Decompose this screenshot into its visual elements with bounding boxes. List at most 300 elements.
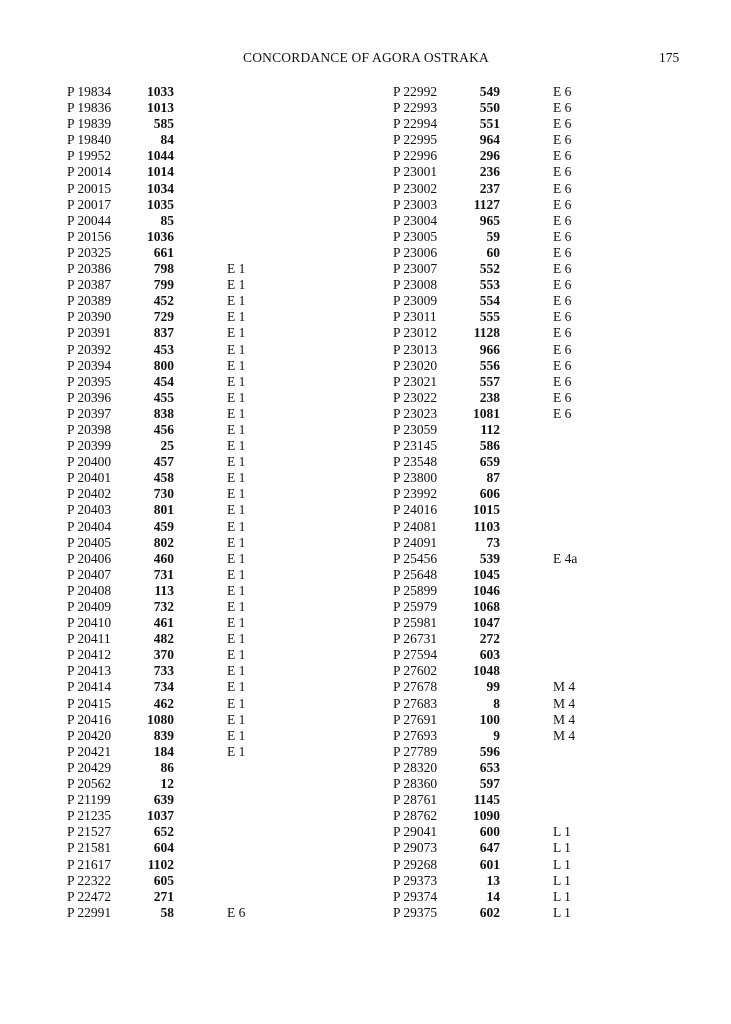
- catalogue-number: 1015: [473, 502, 500, 518]
- concordance-row: [393, 776, 653, 792]
- deposit-label: E 6: [553, 341, 572, 357]
- deposit-label: E 6: [553, 325, 572, 341]
- inventory-number: P 26731: [393, 631, 438, 647]
- inventory-number: P 24081: [393, 518, 438, 534]
- inventory-number: P 20416: [67, 711, 112, 727]
- catalogue-number: 1103: [473, 518, 500, 534]
- concordance-row: [67, 438, 327, 454]
- catalogue-number: 454: [153, 373, 174, 389]
- concordance-row: [393, 712, 653, 728]
- inventory-number: P 22322: [67, 872, 112, 888]
- concordance-row: [393, 229, 653, 245]
- inventory-number: P 20044: [67, 212, 112, 228]
- catalogue-number: 661: [153, 244, 174, 260]
- concordance-row: [67, 293, 327, 309]
- concordance-row: [67, 519, 327, 535]
- inventory-number: P 20405: [67, 534, 112, 550]
- concordance-row: [393, 615, 653, 631]
- catalogue-number: 272: [479, 631, 500, 647]
- concordance-row: [393, 325, 653, 341]
- catalogue-number: 602: [479, 904, 500, 920]
- inventory-number: P 21199: [67, 792, 111, 808]
- concordance-row: [393, 390, 653, 406]
- concordance-row: [393, 213, 653, 229]
- inventory-number: P 28320: [393, 759, 438, 775]
- right-concordance-column: [393, 84, 653, 921]
- inventory-number: P 27789: [393, 743, 438, 759]
- catalogue-number: 271: [153, 888, 174, 904]
- concordance-row: [67, 181, 327, 197]
- concordance-row: [393, 116, 653, 132]
- deposit-label: E 1: [227, 518, 246, 534]
- inventory-number: P 20413: [67, 663, 112, 679]
- deposit-label: L 1: [553, 824, 571, 840]
- deposit-label: L 1: [553, 904, 571, 920]
- deposit-label: E 1: [227, 727, 246, 743]
- concordance-row: [67, 390, 327, 406]
- concordance-row: [393, 889, 653, 905]
- deposit-label: E 1: [227, 743, 246, 759]
- inventory-number: P 22993: [393, 100, 438, 116]
- catalogue-number: 1081: [473, 405, 500, 421]
- inventory-number: P 20391: [67, 325, 112, 341]
- catalogue-number: 73: [486, 534, 500, 550]
- deposit-label: M 4: [553, 727, 576, 743]
- inventory-number: P 25648: [393, 566, 438, 582]
- deposit-label: E 6: [553, 148, 572, 164]
- catalogue-number: 1046: [473, 582, 500, 598]
- deposit-label: E 1: [227, 711, 246, 727]
- concordance-row: [67, 342, 327, 358]
- inventory-number: P 22992: [393, 84, 438, 99]
- catalogue-number: 647: [479, 840, 500, 856]
- concordance-row: [393, 567, 653, 583]
- concordance-row: [67, 116, 327, 132]
- concordance-row: [67, 776, 327, 792]
- concordance-row: [393, 293, 653, 309]
- deposit-label: E 1: [227, 582, 246, 598]
- concordance-row: [67, 502, 327, 518]
- catalogue-number: 553: [479, 277, 500, 293]
- inventory-number: P 19952: [67, 148, 112, 164]
- concordance-row: [393, 760, 653, 776]
- concordance-row: [67, 889, 327, 905]
- inventory-number: P 20389: [67, 293, 112, 309]
- inventory-number: P 23022: [393, 389, 438, 405]
- concordance-row: [67, 148, 327, 164]
- concordance-row: [67, 277, 327, 293]
- concordance-row: [67, 696, 327, 712]
- catalogue-number: 238: [479, 389, 500, 405]
- catalogue-number: 603: [479, 647, 500, 663]
- inventory-number: P 28762: [393, 808, 438, 824]
- deposit-label: E 1: [227, 309, 246, 325]
- concordance-row: [393, 519, 653, 535]
- deposit-label: E 1: [227, 502, 246, 518]
- catalogue-number: 552: [479, 261, 500, 277]
- catalogue-number: 25: [160, 438, 174, 454]
- concordance-row: [67, 551, 327, 567]
- catalogue-number: 555: [479, 309, 500, 325]
- concordance-row: [393, 245, 653, 261]
- concordance-row: [393, 744, 653, 760]
- catalogue-number: 606: [479, 486, 500, 502]
- concordance-row: [67, 454, 327, 470]
- catalogue-number: 653: [479, 759, 500, 775]
- catalogue-number: 296: [479, 148, 500, 164]
- concordance-row: [393, 631, 653, 647]
- catalogue-number: 1044: [147, 148, 174, 164]
- concordance-row: [67, 905, 327, 921]
- deposit-label: E 1: [227, 550, 246, 566]
- concordance-row: [67, 132, 327, 148]
- catalogue-number: 596: [479, 743, 500, 759]
- inventory-number: P 20429: [67, 759, 112, 775]
- inventory-number: P 21527: [67, 824, 112, 840]
- inventory-number: P 23023: [393, 405, 438, 421]
- catalogue-number: 966: [479, 341, 500, 357]
- catalogue-number: 798: [153, 261, 174, 277]
- catalogue-number: 1128: [473, 325, 500, 341]
- concordance-row: [393, 647, 653, 663]
- concordance-row: [393, 792, 653, 808]
- inventory-number: P 28761: [393, 792, 438, 808]
- inventory-number: P 20421: [67, 743, 112, 759]
- inventory-number: P 27683: [393, 695, 438, 711]
- inventory-number: P 20325: [67, 244, 112, 260]
- catalogue-number: 456: [153, 421, 174, 437]
- inventory-number: P 29268: [393, 856, 438, 872]
- concordance-row: [67, 712, 327, 728]
- concordance-row: [67, 309, 327, 325]
- concordance-row: [393, 84, 653, 100]
- catalogue-number: 1045: [473, 566, 500, 582]
- deposit-label: E 1: [227, 421, 246, 437]
- inventory-number: P 20420: [67, 727, 112, 743]
- deposit-label: E 6: [553, 164, 572, 180]
- inventory-number: P 29073: [393, 840, 438, 856]
- inventory-number: P 20387: [67, 277, 112, 293]
- deposit-label: E 6: [553, 389, 572, 405]
- catalogue-number: 734: [153, 679, 174, 695]
- catalogue-number: 1080: [147, 711, 174, 727]
- catalogue-number: 370: [153, 647, 174, 663]
- deposit-label: E 1: [227, 695, 246, 711]
- catalogue-number: 1036: [147, 228, 174, 244]
- deposit-label: E 1: [227, 454, 246, 470]
- catalogue-number: 462: [153, 695, 174, 711]
- deposit-label: E 1: [227, 293, 246, 309]
- inventory-number: P 21617: [67, 856, 112, 872]
- catalogue-number: 733: [153, 663, 174, 679]
- inventory-number: P 20415: [67, 695, 112, 711]
- catalogue-number: 1127: [473, 196, 500, 212]
- catalogue-number: 799: [153, 277, 174, 293]
- inventory-number: P 20395: [67, 373, 112, 389]
- catalogue-number: 1013: [147, 100, 174, 116]
- catalogue-number: 837: [153, 325, 174, 341]
- concordance-row: [67, 583, 327, 599]
- deposit-label: E 1: [227, 373, 246, 389]
- inventory-number: P 27602: [393, 663, 438, 679]
- concordance-row: [67, 358, 327, 374]
- concordance-row: [67, 374, 327, 390]
- deposit-label: E 6: [553, 132, 572, 148]
- deposit-label: E 6: [553, 100, 572, 116]
- deposit-label: E 1: [227, 277, 246, 293]
- concordance-row: [393, 261, 653, 277]
- concordance-row: [67, 261, 327, 277]
- inventory-number: P 29374: [393, 888, 438, 904]
- inventory-number: P 23008: [393, 277, 438, 293]
- catalogue-number: 1034: [147, 180, 174, 196]
- deposit-label: E 1: [227, 486, 246, 502]
- inventory-number: P 20411: [67, 631, 111, 647]
- concordance-row: [393, 535, 653, 551]
- concordance-row: [67, 470, 327, 486]
- running-title: CONCORDANCE OF AGORA OSTRAKA: [243, 50, 490, 65]
- catalogue-number: 1048: [473, 663, 500, 679]
- deposit-label: M 4: [553, 711, 576, 727]
- inventory-number: P 23145: [393, 438, 438, 454]
- inventory-number: P 20404: [67, 518, 112, 534]
- inventory-number: P 23002: [393, 180, 438, 196]
- concordance-row: [67, 164, 327, 180]
- inventory-number: P 28360: [393, 776, 438, 792]
- catalogue-number: 1102: [147, 856, 174, 872]
- deposit-label: E 6: [553, 261, 572, 277]
- catalogue-number: 100: [479, 711, 500, 727]
- concordance-row: [393, 728, 653, 744]
- concordance-row: [393, 100, 653, 116]
- catalogue-number: 1068: [473, 599, 500, 614]
- inventory-number: P 20014: [67, 164, 112, 180]
- deposit-label: E 6: [553, 84, 572, 99]
- deposit-label: E 6: [553, 357, 572, 373]
- inventory-number: P 20015: [67, 180, 112, 196]
- deposit-label: E 6: [553, 373, 572, 389]
- catalogue-number: 455: [153, 389, 174, 405]
- catalogue-number: 586: [479, 438, 500, 454]
- inventory-number: P 20408: [67, 582, 112, 598]
- catalogue-number: 964: [479, 132, 500, 148]
- catalogue-number: 9: [493, 727, 500, 743]
- concordance-row: [393, 857, 653, 873]
- concordance-row: [67, 873, 327, 889]
- catalogue-number: 13: [486, 872, 500, 888]
- deposit-label: E 6: [553, 180, 572, 196]
- concordance-row: [393, 181, 653, 197]
- concordance-row: [393, 309, 653, 325]
- concordance-row: [67, 744, 327, 760]
- deposit-label: E 6: [553, 277, 572, 293]
- catalogue-number: 85: [160, 212, 174, 228]
- deposit-label: E 1: [227, 599, 246, 614]
- concordance-row: [67, 197, 327, 213]
- concordance-row: [67, 728, 327, 744]
- deposit-label: E 6: [227, 904, 246, 920]
- inventory-number: P 23009: [393, 293, 438, 309]
- catalogue-number: 459: [153, 518, 174, 534]
- catalogue-number: 730: [153, 486, 174, 502]
- concordance-row: [67, 631, 327, 647]
- catalogue-number: 732: [153, 599, 174, 614]
- inventory-number: P 22472: [67, 888, 112, 904]
- catalogue-number: 659: [479, 454, 500, 470]
- catalogue-number: 838: [153, 405, 174, 421]
- deposit-label: E 6: [553, 293, 572, 309]
- inventory-number: P 29375: [393, 904, 438, 920]
- catalogue-number: 58: [160, 904, 174, 920]
- catalogue-number: 482: [153, 631, 174, 647]
- concordance-row: [393, 406, 653, 422]
- inventory-number: P 20409: [67, 599, 112, 614]
- catalogue-number: 597: [479, 776, 500, 792]
- inventory-number: P 20398: [67, 421, 112, 437]
- inventory-number: P 23011: [393, 309, 437, 325]
- inventory-number: P 23005: [393, 228, 438, 244]
- catalogue-number: 557: [479, 373, 500, 389]
- concordance-row: [393, 873, 653, 889]
- catalogue-number: 604: [153, 840, 174, 856]
- inventory-number: P 23992: [393, 486, 438, 502]
- inventory-number: P 23012: [393, 325, 438, 341]
- deposit-label: E 6: [553, 309, 572, 325]
- inventory-number: P 20403: [67, 502, 112, 518]
- deposit-label: E 1: [227, 615, 246, 631]
- inventory-number: P 27678: [393, 679, 438, 695]
- catalogue-number: 731: [153, 566, 174, 582]
- inventory-number: P 23001: [393, 164, 438, 180]
- inventory-number: P 25981: [393, 615, 438, 631]
- catalogue-number: 554: [479, 293, 500, 309]
- inventory-number: P 24091: [393, 534, 438, 550]
- catalogue-number: 237: [479, 180, 500, 196]
- catalogue-number: 1035: [147, 196, 174, 212]
- concordance-row: [67, 647, 327, 663]
- concordance-row: [67, 599, 327, 615]
- page-header: [0, 50, 731, 70]
- deposit-label: E 1: [227, 534, 246, 550]
- concordance-row: [67, 535, 327, 551]
- concordance-row: [393, 277, 653, 293]
- inventory-number: P 20402: [67, 486, 112, 502]
- concordance-row: [393, 824, 653, 840]
- deposit-label: L 1: [553, 856, 571, 872]
- inventory-number: P 29041: [393, 824, 438, 840]
- deposit-label: E 6: [553, 196, 572, 212]
- inventory-number: P 25899: [393, 582, 438, 598]
- concordance-row: [67, 422, 327, 438]
- inventory-number: P 23021: [393, 373, 438, 389]
- inventory-number: P 20414: [67, 679, 112, 695]
- inventory-number: P 23548: [393, 454, 438, 470]
- deposit-label: E 6: [553, 244, 572, 260]
- concordance-row: [393, 132, 653, 148]
- inventory-number: P 20562: [67, 776, 112, 792]
- inventory-number: P 19839: [67, 116, 112, 132]
- catalogue-number: 652: [153, 824, 174, 840]
- deposit-label: E 1: [227, 470, 246, 486]
- inventory-number: P 22991: [67, 904, 112, 920]
- catalogue-number: 236: [479, 164, 500, 180]
- concordance-row: [393, 374, 653, 390]
- catalogue-number: 550: [479, 100, 500, 116]
- deposit-label: E 1: [227, 261, 246, 277]
- catalogue-number: 1037: [147, 808, 174, 824]
- concordance-row: [393, 583, 653, 599]
- deposit-label: E 1: [227, 566, 246, 582]
- inventory-number: P 20407: [67, 566, 112, 582]
- inventory-number: P 21581: [67, 840, 112, 856]
- catalogue-number: 556: [479, 357, 500, 373]
- concordance-row: [393, 696, 653, 712]
- deposit-label: E 6: [553, 116, 572, 132]
- catalogue-number: 802: [153, 534, 174, 550]
- inventory-number: P 19836: [67, 100, 112, 116]
- inventory-number: P 23013: [393, 341, 438, 357]
- catalogue-number: 99: [486, 679, 500, 695]
- concordance-row: [67, 486, 327, 502]
- page-number: 175: [659, 50, 680, 65]
- inventory-number: P 23004: [393, 212, 438, 228]
- concordance-row: [393, 358, 653, 374]
- inventory-number: P 24016: [393, 502, 438, 518]
- catalogue-number: 184: [153, 743, 174, 759]
- deposit-label: E 4a: [553, 550, 578, 566]
- deposit-label: E 1: [227, 405, 246, 421]
- inventory-number: P 20396: [67, 389, 112, 405]
- deposit-label: E 1: [227, 663, 246, 679]
- deposit-label: L 1: [553, 840, 571, 856]
- concordance-row: [393, 808, 653, 824]
- concordance-row: [67, 824, 327, 840]
- catalogue-number: 801: [153, 502, 174, 518]
- inventory-number: P 20406: [67, 550, 112, 566]
- catalogue-number: 600: [479, 824, 500, 840]
- inventory-number: P 20410: [67, 615, 112, 631]
- catalogue-number: 1145: [473, 792, 500, 808]
- catalogue-number: 84: [160, 132, 174, 148]
- inventory-number: P 23007: [393, 261, 438, 277]
- inventory-number: P 29373: [393, 872, 438, 888]
- inventory-number: P 22994: [393, 116, 438, 132]
- inventory-number: P 20394: [67, 357, 112, 373]
- inventory-number: P 20401: [67, 470, 112, 486]
- inventory-number: P 25979: [393, 599, 438, 614]
- inventory-number: P 22996: [393, 148, 438, 164]
- concordance-row: [67, 663, 327, 679]
- catalogue-number: 539: [479, 550, 500, 566]
- catalogue-number: 461: [153, 615, 174, 631]
- concordance-row: [67, 100, 327, 116]
- concordance-row: [67, 840, 327, 856]
- concordance-row: [67, 679, 327, 695]
- catalogue-number: 1047: [473, 615, 500, 631]
- catalogue-number: 87: [486, 470, 500, 486]
- concordance-row: [393, 454, 653, 470]
- concordance-row: [67, 245, 327, 261]
- inventory-number: P 21235: [67, 808, 112, 824]
- catalogue-number: 458: [153, 470, 174, 486]
- inventory-number: P 27693: [393, 727, 438, 743]
- concordance-row: [393, 164, 653, 180]
- catalogue-number: 800: [153, 357, 174, 373]
- concordance-row: [393, 905, 653, 921]
- deposit-label: E 1: [227, 389, 246, 405]
- catalogue-number: 965: [479, 212, 500, 228]
- concordance-row: [67, 792, 327, 808]
